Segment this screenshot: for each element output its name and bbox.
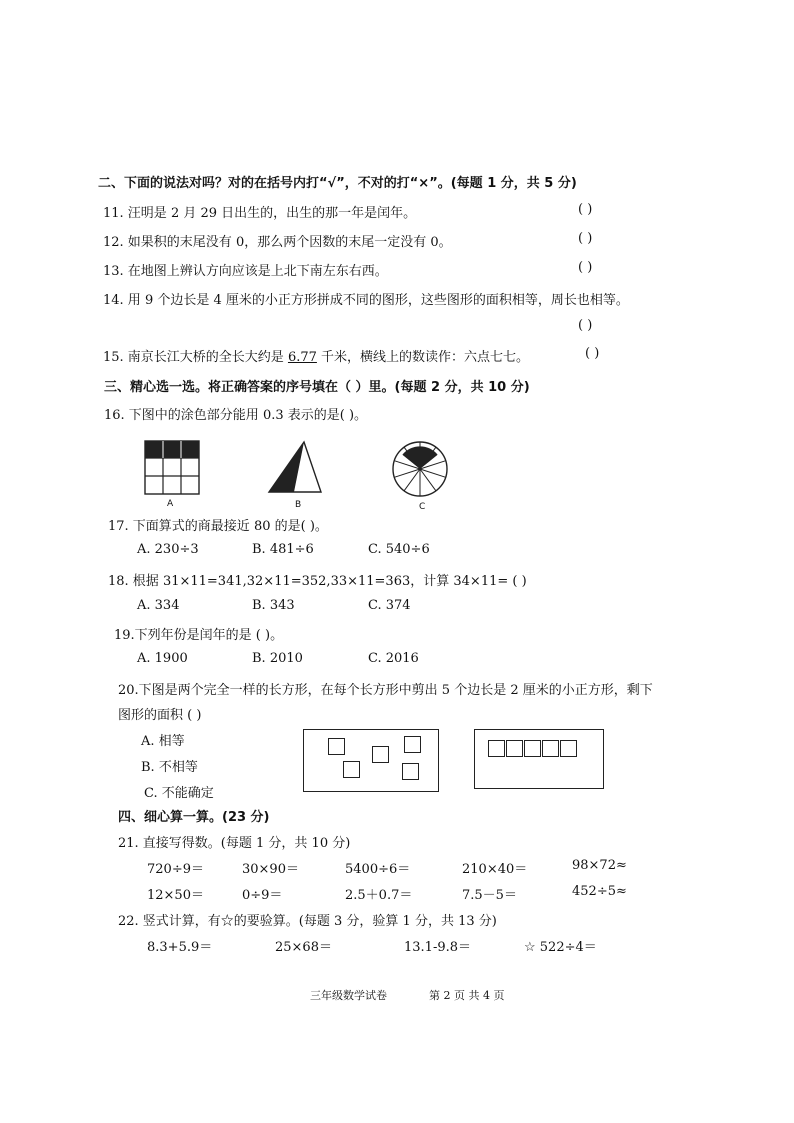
question-12: 12. 如果积的末尾没有 0，那么两个因数的末尾一定没有 0。 (103, 235, 452, 250)
q18-option-b[interactable]: B. 343 (252, 598, 295, 613)
footer-title: 三年级数学试卷 (310, 989, 387, 1002)
q20-option-b[interactable]: B. 不相等 (141, 760, 198, 775)
small-square (343, 761, 360, 778)
q21-item: 210×40＝ (462, 862, 528, 877)
figure-a-label: A (167, 499, 174, 509)
q22-item: 8.3+5.9＝ (147, 940, 213, 955)
small-square (542, 740, 559, 757)
question-19: 19.下列年份是闰年的是 ( )。 (114, 628, 284, 643)
q17-option-c[interactable]: C. 540÷6 (368, 542, 430, 557)
q21-item: 720÷9＝ (147, 862, 204, 877)
question-20-line1: 20.下图是两个完全一样的长方形，在每个长方形中剪出 5 个边长是 2 厘米的小正方形，剩下 (118, 683, 653, 698)
q20-option-a[interactable]: A. 相等 (141, 734, 185, 749)
page-number: 第 2 页 共 4 页 (429, 989, 505, 1002)
figure-c-label: C (419, 502, 426, 512)
question-15 (103, 346, 529, 365)
q21-item: 98×72≈ (572, 858, 627, 873)
question-15-suffix: 千米，横线上的数读作：六点七七。 (316, 350, 530, 365)
small-square (372, 746, 389, 763)
question-13: 13. 在地图上辨认方向应该是上北下南左东右西。 (103, 264, 388, 279)
answer-paren-13[interactable]: ( ) (578, 260, 593, 275)
q21-item: 452÷5≈ (572, 884, 627, 899)
small-square (524, 740, 541, 757)
q18-option-a[interactable]: A. 334 (137, 598, 180, 613)
q22-item: 13.1-9.8＝ (404, 940, 472, 955)
question-15-number: 6.77 (287, 350, 317, 365)
figure-c-circle (391, 440, 449, 498)
q22-item: 25×68＝ (275, 940, 332, 955)
section4-title: 四、细心算一算。(23 分) (118, 810, 270, 825)
q20-option-c[interactable]: C. 不能确定 (144, 786, 214, 801)
section2-title: 二、下面的说法对吗？对的在括号内打“√”，不对的打“×”。(每题 1 分，共 5 分) (98, 176, 577, 191)
answer-paren-14[interactable]: ( ) (578, 318, 593, 333)
small-square (328, 738, 345, 755)
q17-option-a[interactable]: A. 230÷3 (137, 542, 199, 557)
answer-paren-11[interactable]: ( ) (578, 202, 593, 217)
small-square (560, 740, 577, 757)
q21-item: 0÷9＝ (242, 888, 283, 903)
q19-option-b[interactable]: B. 2010 (252, 651, 303, 666)
rectangle-row-squares (474, 729, 604, 789)
question-20-line2: 图形的面积 ( ) (118, 708, 202, 723)
small-square (506, 740, 523, 757)
q21-item: 30×90＝ (242, 862, 299, 877)
small-square (404, 736, 421, 753)
section3-title: 三、精心选一选。将正确答案的序号填在（ ）里。(每题 2 分，共 10 分) (104, 380, 530, 395)
small-square (402, 763, 419, 780)
question-16: 16. 下图中的涂色部分能用 0.3 表示的是( )。 (104, 408, 368, 423)
q21-item: 12×50＝ (147, 888, 204, 903)
q22-item: ☆ 522÷4＝ (524, 940, 597, 955)
question-22: 22. 竖式计算，有☆的要验算。(每题 3 分，验算 1 分，共 13 分) (118, 914, 497, 929)
q21-item: 2.5＋0.7＝ (345, 888, 413, 903)
question-18: 18. 根据 31×11=341,32×11=352,33×11=363，计算 34×11= ( ) (108, 574, 527, 589)
q21-item: 7.5－5＝ (462, 888, 517, 903)
q17-option-b[interactable]: B. 481÷6 (252, 542, 314, 557)
q19-option-c[interactable]: C. 2016 (368, 651, 419, 666)
figure-b-label: B (295, 500, 302, 510)
figure-a-grid (144, 440, 200, 495)
question-15-prefix: 15. 南京长江大桥的全长大约是 (103, 350, 288, 365)
q18-option-c[interactable]: C. 374 (368, 598, 411, 613)
answer-paren-12[interactable]: ( ) (578, 231, 593, 246)
question-17: 17. 下面算式的商最接近 80 的是( )。 (108, 519, 328, 534)
rectangle-scattered-squares (303, 729, 439, 792)
question-21: 21. 直接写得数。(每题 1 分，共 10 分) (118, 836, 351, 851)
question-14: 14. 用 9 个边长是 4 厘米的小正方形拼成不同的图形，这些图形的面积相等，周长也相等。 (103, 293, 629, 308)
q19-option-a[interactable]: A. 1900 (137, 651, 188, 666)
small-square (488, 740, 505, 757)
q21-item: 5400÷6＝ (345, 862, 411, 877)
figure-b-triangle (266, 440, 324, 494)
question-11: 11. 汪明是 2 月 29 日出生的，出生的那一年是闰年。 (103, 206, 417, 221)
answer-paren-15[interactable]: ( ) (585, 346, 600, 361)
